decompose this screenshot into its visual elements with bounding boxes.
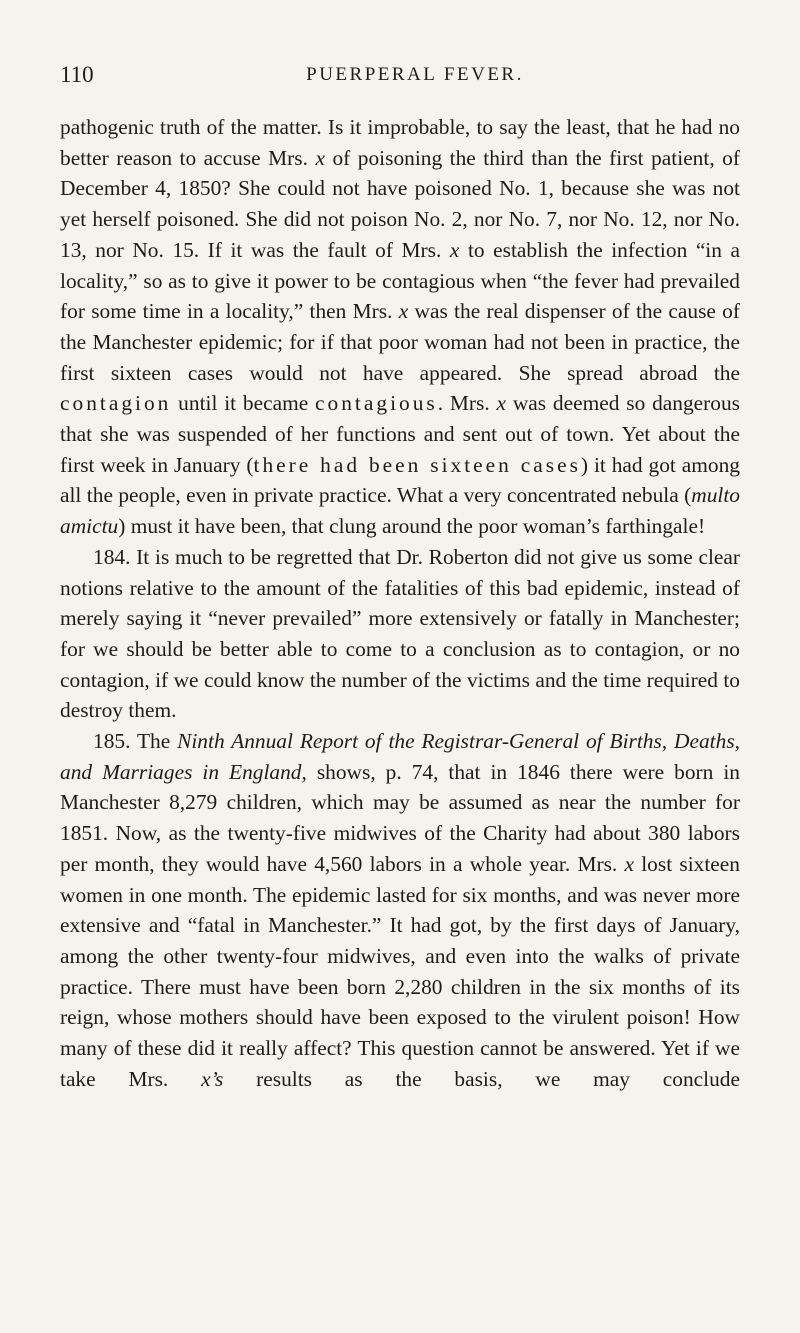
body-text (60, 112, 740, 1095)
text-run: to establish the infection “in a locality,” so as to give it power to be contagious when “the fever had prevailed for some time in a locality,” then Mrs. (60, 237, 740, 324)
running-title: PUERPERAL FEVER. (306, 64, 524, 85)
italic-x: x (398, 299, 409, 324)
latin-phrase: multo amictu (60, 483, 740, 539)
text-run: ) it had got among all the people, even in private practice. What a very concentrated nebula ( (60, 452, 740, 508)
spaced-phrase: there had been sixteen cases (253, 452, 581, 477)
text-run: was the real dispenser of the cause of the Manchester epidemic; for if that poor woman had not been in practice, the first sixteen cases would not have appeared. She spread abroad the (60, 299, 740, 385)
text-run: , shows, p. 74, that in 1846 there were born in Manchester 8,279 children, which may be assumed as near the number for 1851. Now, as the twenty-five midwives of the Charity had about 380 labors per month, they would have 4,560 labors in a whole year. Mrs. (60, 759, 740, 876)
paragraph-continued (60, 112, 740, 542)
spaced-word: contagion (60, 391, 172, 416)
text-run: results as the basis, we may conclude (223, 1066, 741, 1091)
spaced-word: contagious (315, 391, 438, 416)
italic-x: x (496, 391, 507, 416)
text-run: ) must it have been, that clung around the poor woman’s farthingale! (118, 514, 706, 539)
paragraph-185 (60, 726, 740, 1094)
paragraph-184: 184. It is much to be regretted that Dr. Roberton did not give us some clear notions relative to the amount of the fatalities of this bad epidemic, instead of merely saying it “never prevailed” more extensively or fatally in Manchester; for we should be better able to come to a conclusion as to contagion, or no contagion, if we could know the number of the victims and the time required to destroy them. (60, 544, 740, 723)
text-run: of poisoning the third than the first patient, of December 4, 1850? She could not have poisoned No. 1, because she was not yet herself poisoned. She did not poison No. 2, nor No. 7, nor No. 12, nor No. 13, nor No. 15. If it was the fault of Mrs. (60, 145, 740, 262)
page-header (60, 62, 740, 94)
text-run: . Mrs. (437, 391, 497, 416)
text-run: 185. The (93, 729, 178, 754)
text-run: lost sixteen women in one month. The epidemic lasted for six months, and was never more extensive and “fatal in Manchester.” It had got, by the first days of January, among the other twenty-four midwives, and even into the walks of private practice. There must have been born 2,280 children in the six months of its reign, whose mothers should have been exposed to the virulent poison! How many of these did it really affect? This question cannot be answered. Yet if we take Mrs. (60, 851, 740, 1091)
report-title: Ninth Annual Report of the Registrar-General of Births, Deaths, and Marriages in England (60, 729, 740, 784)
text-run: until it became (171, 391, 316, 416)
italic-x: x (449, 237, 460, 262)
italic-x: x (315, 145, 325, 170)
italic-x: x’s (201, 1066, 224, 1091)
italic-x: x (624, 851, 634, 876)
page-number: 110 (60, 62, 94, 87)
text-run: was deemed so dangerous that she was suspended of her functions and sent out of town. Yet about the first week in January ( (60, 391, 741, 477)
text-run: pathogenic truth of the matter. Is it improbable, to say the least, that he had no better reason to accuse Mrs. (60, 115, 740, 170)
